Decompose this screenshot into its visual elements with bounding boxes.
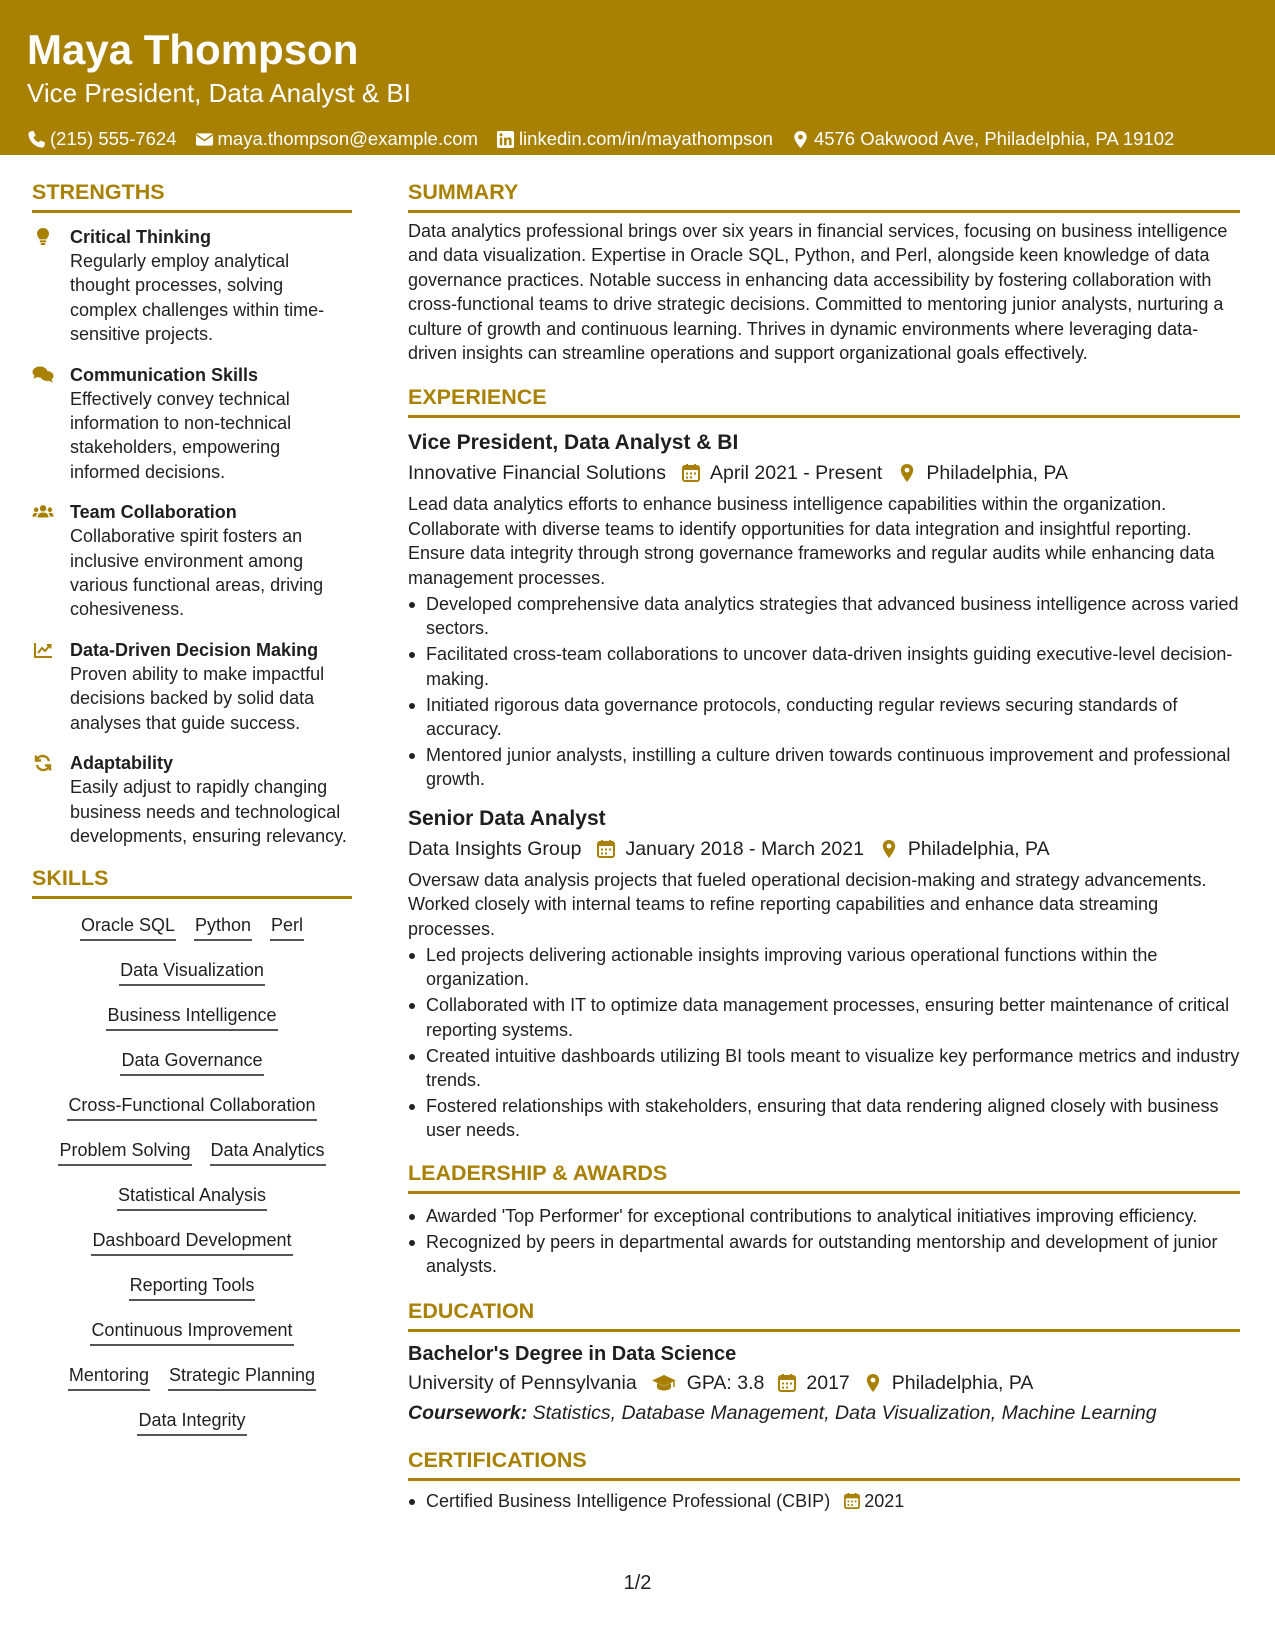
skill-tag: Reporting Tools xyxy=(129,1273,256,1301)
chart-line-icon xyxy=(32,640,54,660)
strength-item xyxy=(32,363,352,485)
summary-text: Data analytics professional brings over six years in financial services, focusing on business intelligence and data visualization. Expertise in Oracle SQL, Python, and Perl, alongside keen knowledge of data governance practices. Notable success in enhancing data accessibility by fostering collaboration with cross-functional teams to drive strategic decisions. Committed to mentoring junior analysts, nurturing a culture of growth and continuous learning. Thrives in dynamic environments where leveraging data-driven insights can streamline operations and support organizational goals effectively. xyxy=(408,221,1228,364)
certification-name: Certified Business Intelligence Professional (CBIP) xyxy=(426,1490,831,1511)
strength-item xyxy=(32,225,352,347)
contact-email[interactable] xyxy=(195,128,478,150)
education-meta xyxy=(408,1368,1240,1398)
skill-tag: Data Analytics xyxy=(210,1138,326,1166)
bullet-item: Recognized by peers in departmental awards for outstanding mentorship and development of junior analysts. xyxy=(408,1230,1240,1279)
contact-phone[interactable] xyxy=(27,128,177,150)
phone-icon xyxy=(27,130,46,149)
job-description: Lead data analytics efforts to enhance business intelligence capabilities within the organization. Collaborate with diverse teams to identify opportunities for data integration and insightful reporting. Ensure data integrity through strong governance frameworks and regular audits while enhancing data management processes. xyxy=(408,494,1215,588)
job-dates: January 2018 - March 2021 xyxy=(625,837,864,860)
certification-item xyxy=(408,1489,1240,1513)
job-dates: April 2021 - Present xyxy=(710,462,883,485)
skill-tag: Business Intelligence xyxy=(106,1003,277,1031)
job-description: Oversaw data analysis projects that fueled operational decision-making and strategy advancements. Worked closely with internal teams to refine reporting capabilities and enhance data streaming processes. xyxy=(408,869,1207,939)
strength-title: Data-Driven Decision Making xyxy=(70,639,319,660)
job-company: Data Insights Group xyxy=(408,837,582,860)
job-location: Philadelphia, PA xyxy=(926,462,1068,485)
strength-desc: Proven ability to make impactful decisions backed by solid data analyses that guide success. xyxy=(70,663,325,733)
contact-address xyxy=(791,128,1174,150)
leadership-heading: LEADERSHIP & AWARDS xyxy=(408,1159,1240,1194)
comments-icon xyxy=(32,365,54,385)
experience-heading: EXPERIENCE xyxy=(408,383,1240,418)
skill-tag: Python xyxy=(194,913,252,941)
bullet-item: Developed comprehensive data analytics strategies that advanced business intelligence across varied sectors. xyxy=(408,592,1240,641)
calendar-icon xyxy=(778,1373,796,1393)
job-bullets xyxy=(408,592,1240,792)
job-bullets xyxy=(408,943,1240,1143)
sync-icon xyxy=(32,753,54,773)
coursework xyxy=(408,1398,1240,1428)
strength-desc: Collaborative spirit fosters an inclusive environment among various functional areas, driving cohesiveness. xyxy=(70,526,324,620)
job-entry xyxy=(408,804,1240,1143)
job-title: Vice President, Data Analyst & BI xyxy=(408,431,739,455)
coursework-list: Statistics, Database Management, Data Visualization, Machine Learning xyxy=(527,1401,1157,1424)
left-column xyxy=(32,178,352,1453)
strength-title: Critical Thinking xyxy=(70,227,212,247)
calendar-icon xyxy=(682,463,700,483)
users-icon xyxy=(32,502,54,522)
skills-list xyxy=(32,913,352,1453)
job-meta xyxy=(408,458,1240,488)
map-marker-icon xyxy=(898,463,916,483)
skill-tag: Perl xyxy=(270,913,304,941)
job-meta xyxy=(408,834,1240,864)
calendar-icon xyxy=(597,839,615,859)
email-text: maya.thompson@example.com xyxy=(217,128,478,149)
strength-item xyxy=(32,500,352,622)
linkedin-text: linkedin.com/in/mayathompson xyxy=(518,128,773,149)
strength-desc: Easily adjust to rapidly changing business needs and technological developments, ensuring relevancy. xyxy=(70,777,347,846)
job-location: Philadelphia, PA xyxy=(907,837,1050,860)
contact-linkedin[interactable] xyxy=(496,128,773,150)
bullet-item: Awarded 'Top Performer' for exceptional contributions to analytical initiatives improving efficiency. xyxy=(408,1204,1240,1228)
skill-tag: Mentoring xyxy=(68,1363,150,1391)
bullet-item: Fostered relationships with stakeholders, ensuring that data rendering aligned closely with business user needs. xyxy=(408,1094,1240,1143)
gpa-text: GPA: 3.8 xyxy=(686,1371,765,1394)
bullet-item: Mentored junior analysts, instilling a culture driven towards continuous improvement and professional growth. xyxy=(408,743,1240,792)
skill-tag: Data Governance xyxy=(120,1048,263,1076)
certifications-list xyxy=(408,1489,1240,1513)
strengths-list xyxy=(32,225,352,848)
page-number: 1/2 xyxy=(623,1572,652,1594)
resume-header xyxy=(0,0,1275,155)
graduation-year: 2017 xyxy=(806,1371,850,1394)
bullet-item: Initiated rigorous data governance protocols, conducting regular reviews securing standards of accuracy. xyxy=(408,693,1240,742)
map-marker-icon xyxy=(880,839,898,859)
lightbulb-icon xyxy=(32,227,54,247)
envelope-icon xyxy=(195,130,214,149)
bullet-item: Facilitated cross-team collaborations to uncover data-driven insights guiding executive-level decision-making. xyxy=(408,642,1240,691)
skill-tag: Continuous Improvement xyxy=(90,1318,293,1346)
skills-heading: SKILLS xyxy=(32,864,352,899)
strength-item xyxy=(32,751,352,848)
map-marker-icon xyxy=(864,1373,882,1393)
map-marker-icon xyxy=(791,130,810,149)
education-location: Philadelphia, PA xyxy=(891,1371,1034,1394)
skill-tag: Data Visualization xyxy=(119,958,265,986)
bullet-item: Led projects delivering actionable insights improving various operational functions within the organization. xyxy=(408,943,1240,992)
right-column xyxy=(408,178,1240,1514)
skill-tag: Dashboard Development xyxy=(91,1228,292,1256)
strengths-heading: STRENGTHS xyxy=(32,178,352,213)
skill-tag: Problem Solving xyxy=(58,1138,191,1166)
contact-bar xyxy=(27,128,1248,150)
candidate-title: Vice President, Data Analyst & BI xyxy=(27,78,411,108)
strength-title: Adaptability xyxy=(70,753,174,774)
address-text: 4576 Oakwood Ave, Philadelphia, PA 19102 xyxy=(813,128,1175,149)
candidate-name: Maya Thompson xyxy=(27,26,359,73)
certification-year: 2021 xyxy=(864,1490,905,1511)
skill-tag: Data Integrity xyxy=(137,1408,246,1436)
strength-title: Communication Skills xyxy=(70,364,259,385)
education-heading: EDUCATION xyxy=(408,1297,1240,1332)
job-entry xyxy=(408,428,1240,791)
degree-title: Bachelor's Degree in Data Science xyxy=(408,1342,737,1365)
skill-tag: Strategic Planning xyxy=(168,1363,316,1391)
skill-tag: Oracle SQL xyxy=(80,913,176,941)
strength-desc: Effectively convey technical information to non-technical stakeholders, empowering informed decisions. xyxy=(70,388,292,482)
strength-item xyxy=(32,638,352,735)
skill-tag: Cross-Functional Collaboration xyxy=(67,1093,316,1121)
summary-heading: SUMMARY xyxy=(408,178,1240,213)
certifications-heading: CERTIFICATIONS xyxy=(408,1446,1240,1481)
coursework-label: Coursework: xyxy=(408,1401,528,1424)
school-name: University of Pennsylvania xyxy=(408,1371,637,1394)
skill-tag: Statistical Analysis xyxy=(117,1183,267,1211)
bullet-item: Collaborated with IT to optimize data management processes, ensuring better maintenance of critical reporting systems. xyxy=(408,993,1240,1042)
job-company: Innovative Financial Solutions xyxy=(408,462,666,485)
job-title: Senior Data Analyst xyxy=(408,806,606,830)
graduation-cap-icon xyxy=(651,1373,677,1393)
phone-text: (215) 555-7624 xyxy=(50,128,177,149)
strength-desc: Regularly employ analytical thought processes, solving complex challenges within time-sensitive projects. xyxy=(70,251,325,345)
strength-title: Team Collaboration xyxy=(70,502,237,523)
linkedin-icon xyxy=(496,130,515,149)
leadership-bullets xyxy=(408,1204,1240,1279)
bullet-item: Created intuitive dashboards utilizing BI tools meant to visualize key performance metrics and industry trends. xyxy=(408,1044,1240,1093)
calendar-icon xyxy=(844,1492,860,1510)
